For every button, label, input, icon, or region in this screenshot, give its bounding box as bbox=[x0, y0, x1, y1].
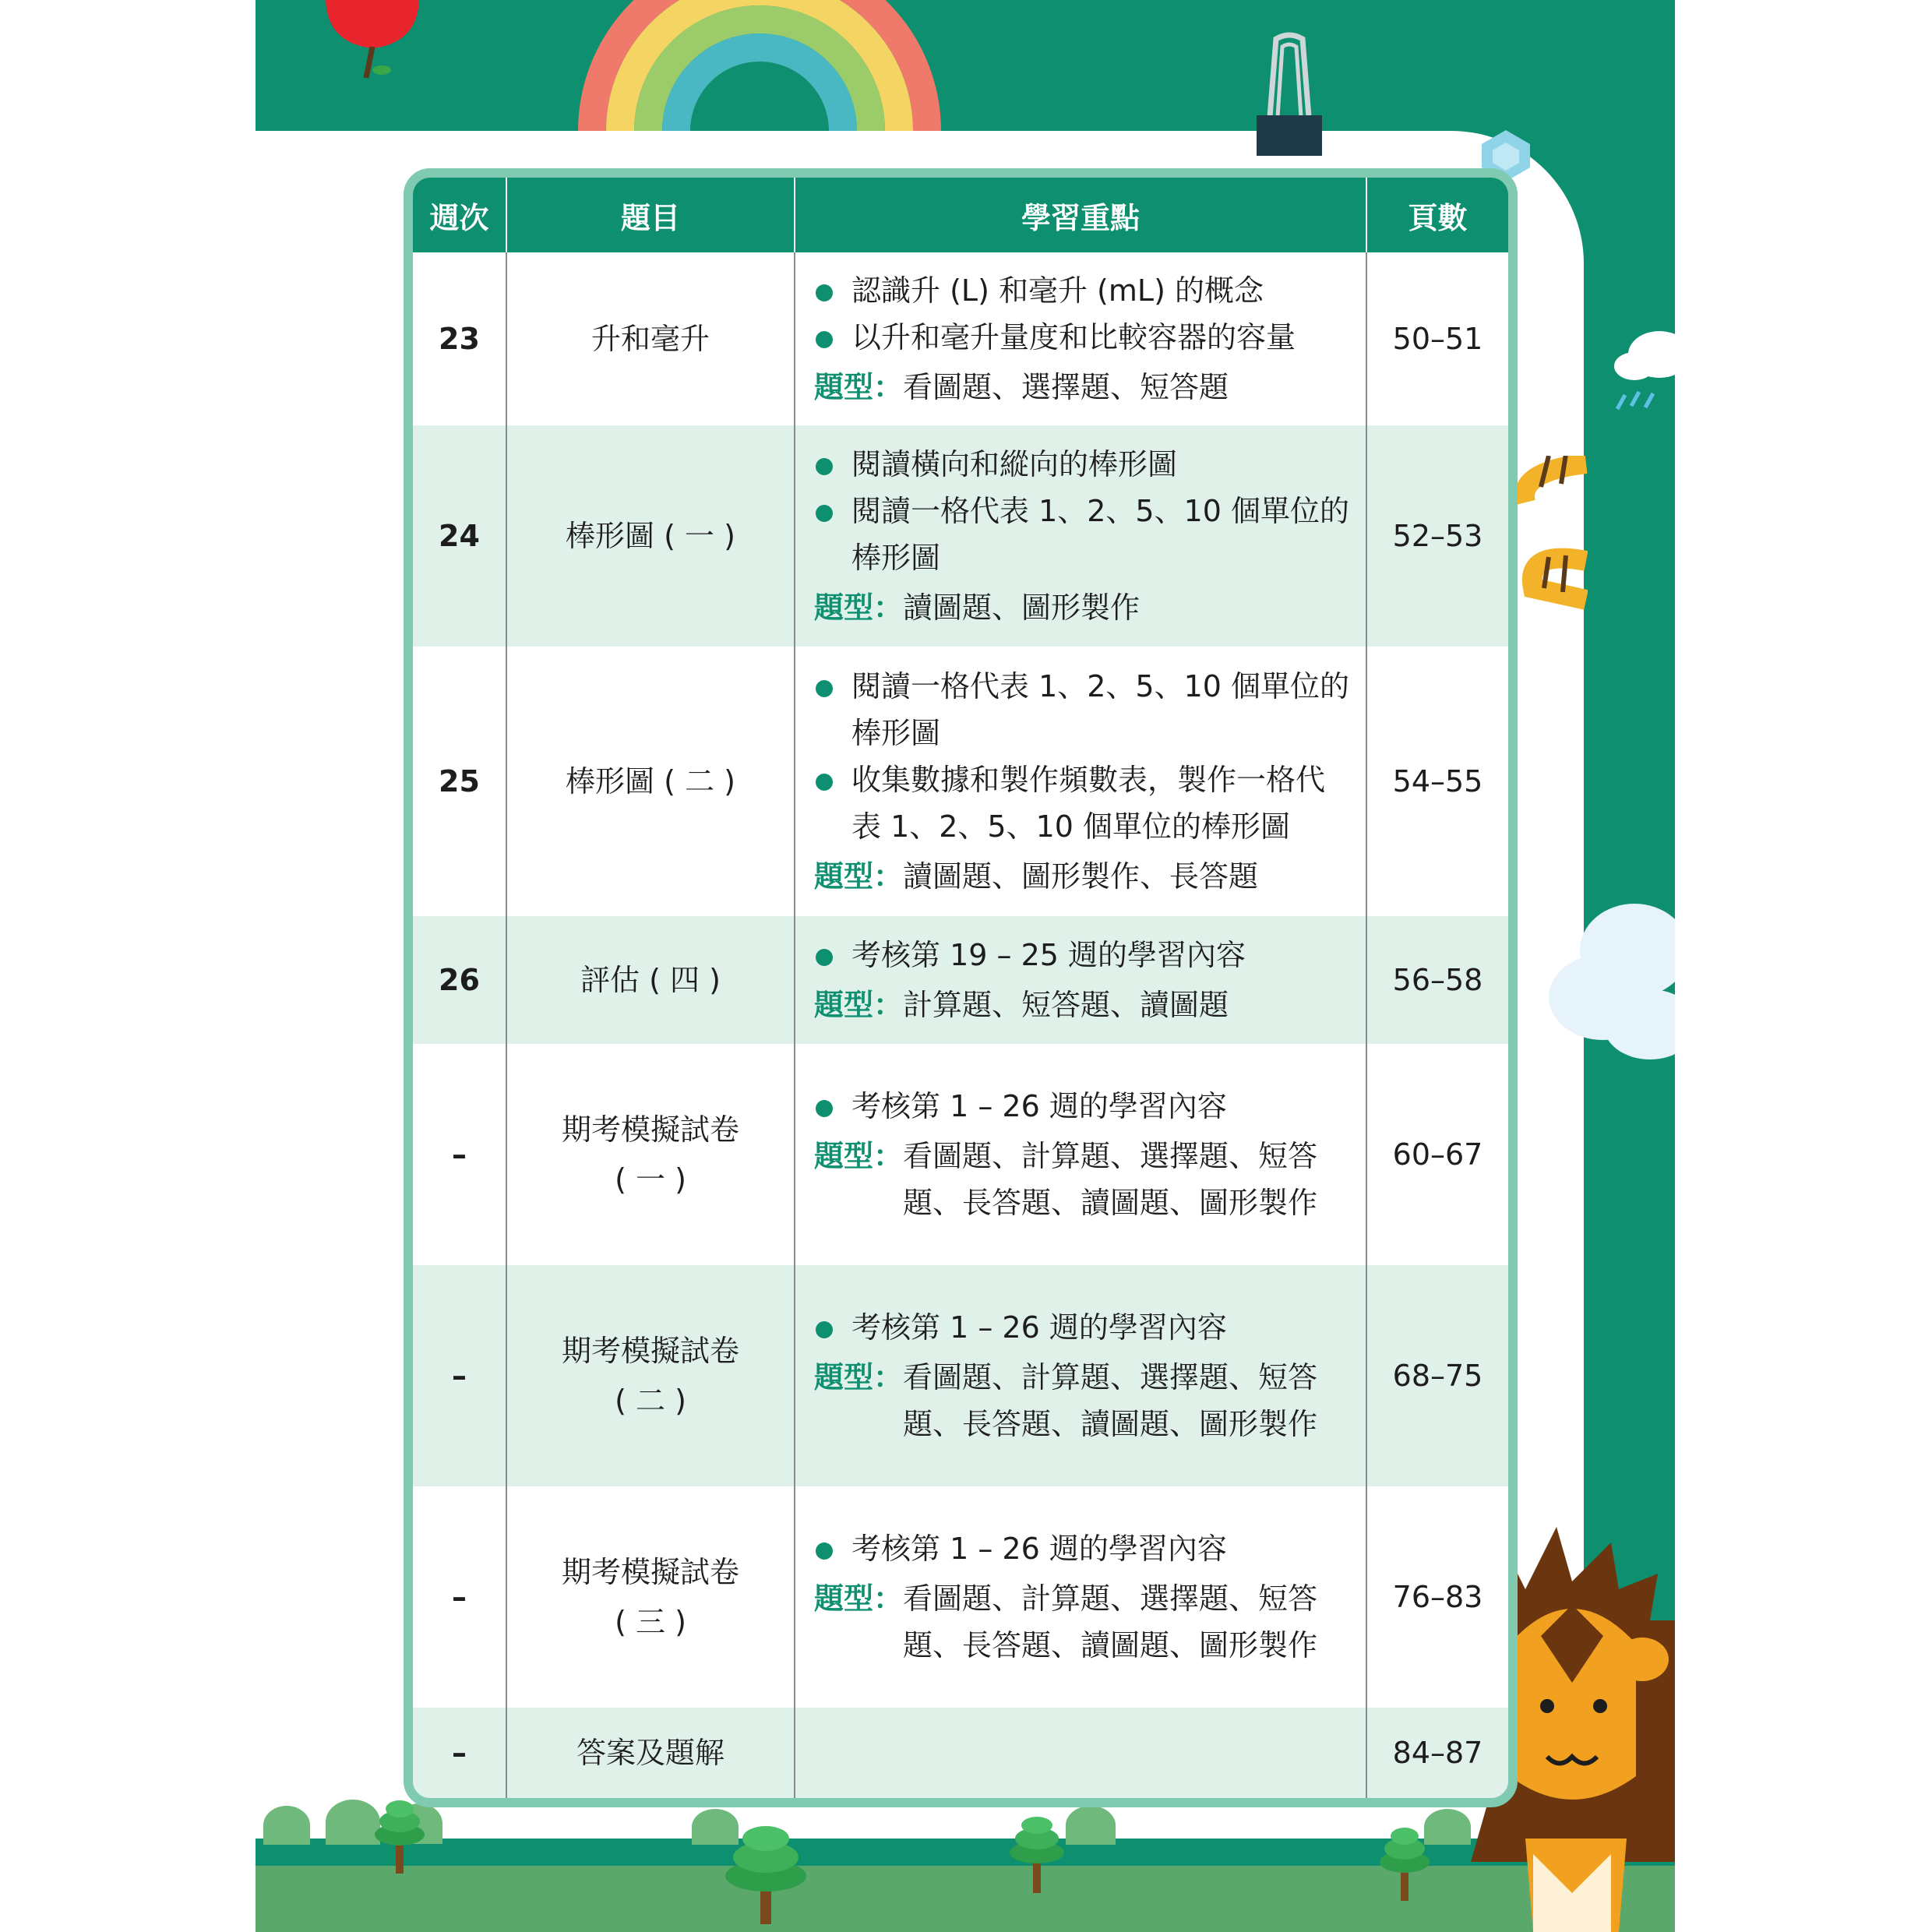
question-type-label: 題型： bbox=[814, 1581, 904, 1616]
table-row bbox=[413, 425, 1508, 647]
table-row bbox=[413, 1044, 1508, 1265]
focus-cell bbox=[795, 1708, 1366, 1798]
question-type-label: 題型： bbox=[814, 988, 904, 1022]
topic-cell bbox=[506, 1044, 795, 1265]
learning-point: 考核第 1 – 26 週的學習內容 bbox=[814, 1304, 1352, 1351]
question-type bbox=[814, 1354, 1352, 1447]
rainbow-icon bbox=[576, 0, 943, 131]
cloud-icon bbox=[1541, 896, 1675, 1067]
topic-subtext: ( 一 ) bbox=[615, 1162, 686, 1197]
question-type-text: 看圖題、計算題、選擇題、短答題、長答題、讀圖題、圖形製作 bbox=[903, 1139, 1318, 1220]
topic-cell bbox=[506, 425, 795, 647]
learning-point: 閱讀一格代表 1、2、5、10 個單位的棒形圖 bbox=[814, 663, 1352, 756]
question-type-text: 看圖題、計算題、選擇題、短答題、長答題、讀圖題、圖形製作 bbox=[903, 1581, 1318, 1662]
topic-cell bbox=[506, 647, 795, 916]
week-cell: 23 bbox=[413, 252, 506, 425]
toc-table-frame bbox=[404, 168, 1518, 1807]
question-type-label: 題型： bbox=[814, 1139, 904, 1173]
topic-subtext: ( 三 ) bbox=[615, 1605, 686, 1639]
question-type bbox=[814, 364, 1352, 411]
pages-cell: 50–51 bbox=[1392, 322, 1483, 356]
pages-cell: 60–67 bbox=[1392, 1137, 1483, 1172]
tree-icon bbox=[1007, 1815, 1066, 1893]
hill bbox=[1066, 1806, 1116, 1845]
tree-icon bbox=[723, 1823, 809, 1924]
table-header-row bbox=[413, 178, 1508, 252]
learning-point: 考核第 1 – 26 週的學習內容 bbox=[814, 1525, 1352, 1572]
topic-text: 棒形圖 ( 二 ) bbox=[566, 764, 735, 799]
question-type-text: 計算題、短答題、讀圖題 bbox=[903, 988, 1229, 1022]
question-type-label: 題型： bbox=[814, 1360, 904, 1394]
topic-cell bbox=[506, 1486, 795, 1708]
focus-cell bbox=[795, 425, 1366, 647]
week-cell: – bbox=[413, 1044, 506, 1265]
question-type-text: 看圖題、選擇題、短答題 bbox=[903, 370, 1229, 404]
learning-point: 閱讀一格代表 1、2、5、10 個單位的棒形圖 bbox=[814, 488, 1352, 581]
topic-text: 期考模擬試卷 bbox=[561, 1112, 739, 1147]
week-cell: – bbox=[413, 1265, 506, 1486]
binder-clip-icon bbox=[1254, 31, 1324, 160]
question-type-label: 題型： bbox=[814, 370, 904, 404]
week-cell: 25 bbox=[413, 647, 506, 916]
learning-point: 考核第 19 – 25 週的學習內容 bbox=[814, 932, 1352, 978]
focus-cell bbox=[795, 1044, 1366, 1265]
toc-table bbox=[413, 178, 1508, 1798]
table-row bbox=[413, 1265, 1508, 1486]
apple-icon bbox=[318, 0, 427, 82]
pages-cell: 52–53 bbox=[1366, 425, 1508, 647]
rain-cloud-icon bbox=[1611, 323, 1675, 413]
topic-cell bbox=[506, 1708, 795, 1798]
topic-subtext: ( 二 ) bbox=[615, 1384, 686, 1418]
header-pages: 頁數 bbox=[1366, 178, 1508, 252]
topic-cell bbox=[506, 1265, 795, 1486]
pages-cell: 56–58 bbox=[1366, 916, 1508, 1044]
topic-text: 期考模擬試卷 bbox=[561, 1555, 739, 1589]
question-type-text: 讀圖題、圖形製作 bbox=[903, 591, 1141, 625]
question-type-text: 讀圖題、圖形製作、長答題 bbox=[903, 859, 1259, 894]
topic-text: 升和毫升 bbox=[591, 322, 710, 356]
pages-cell: 54–55 bbox=[1392, 764, 1483, 799]
learning-point: 收集數據和製作頻數表，製作一格代表 1、2、5、10 個單位的棒形圖 bbox=[814, 756, 1352, 850]
focus-cell bbox=[795, 252, 1366, 425]
focus-cell bbox=[795, 647, 1366, 916]
topic-text: 答案及題解 bbox=[576, 1736, 724, 1770]
tiger-tail-icon bbox=[1518, 456, 1588, 612]
topic-text: 期考模擬試卷 bbox=[561, 1334, 739, 1368]
table-row bbox=[413, 252, 1508, 425]
focus-cell bbox=[795, 1265, 1366, 1486]
question-type bbox=[814, 1575, 1352, 1669]
question-type bbox=[814, 1133, 1352, 1226]
learning-point: 閱讀橫向和縱向的棒形圖 bbox=[814, 441, 1352, 488]
topic-cell bbox=[506, 916, 795, 1044]
question-type-label: 題型： bbox=[814, 591, 904, 625]
focus-cell bbox=[795, 916, 1366, 1044]
table-row bbox=[413, 647, 1508, 916]
header-topic: 題目 bbox=[506, 178, 795, 252]
learning-point: 考核第 1 – 26 週的學習內容 bbox=[814, 1083, 1352, 1130]
question-type-label: 題型： bbox=[814, 859, 904, 894]
table-row bbox=[413, 1708, 1508, 1798]
learning-point: 認識升 (L) 和毫升 (mL) 的概念 bbox=[814, 267, 1352, 314]
table-row bbox=[413, 1486, 1508, 1708]
pages-cell: 68–75 bbox=[1366, 1265, 1508, 1486]
learning-point: 以升和毫升量度和比較容器的容量 bbox=[814, 314, 1352, 361]
question-type bbox=[814, 853, 1352, 900]
topic-text: 棒形圖 ( 一 ) bbox=[566, 519, 735, 553]
tree-icon bbox=[1377, 1827, 1432, 1901]
week-cell: 26 bbox=[413, 916, 506, 1044]
question-type bbox=[814, 584, 1352, 631]
week-cell: – bbox=[413, 1486, 506, 1708]
table-row bbox=[413, 916, 1508, 1044]
header-focus: 學習重點 bbox=[795, 178, 1366, 252]
question-type bbox=[814, 982, 1352, 1028]
tree-icon bbox=[372, 1800, 427, 1874]
pages-cell: 76–83 bbox=[1392, 1580, 1483, 1614]
topic-cell bbox=[506, 252, 795, 425]
week-cell: – bbox=[413, 1708, 506, 1798]
pages-cell: 84–87 bbox=[1366, 1708, 1508, 1798]
focus-cell bbox=[795, 1486, 1366, 1708]
week-cell: 24 bbox=[413, 425, 506, 647]
question-type-text: 看圖題、計算題、選擇題、短答題、長答題、讀圖題、圖形製作 bbox=[903, 1360, 1318, 1441]
topic-text: 評估 ( 四 ) bbox=[580, 963, 721, 997]
hill bbox=[263, 1806, 310, 1845]
header-week: 週次 bbox=[413, 178, 506, 252]
